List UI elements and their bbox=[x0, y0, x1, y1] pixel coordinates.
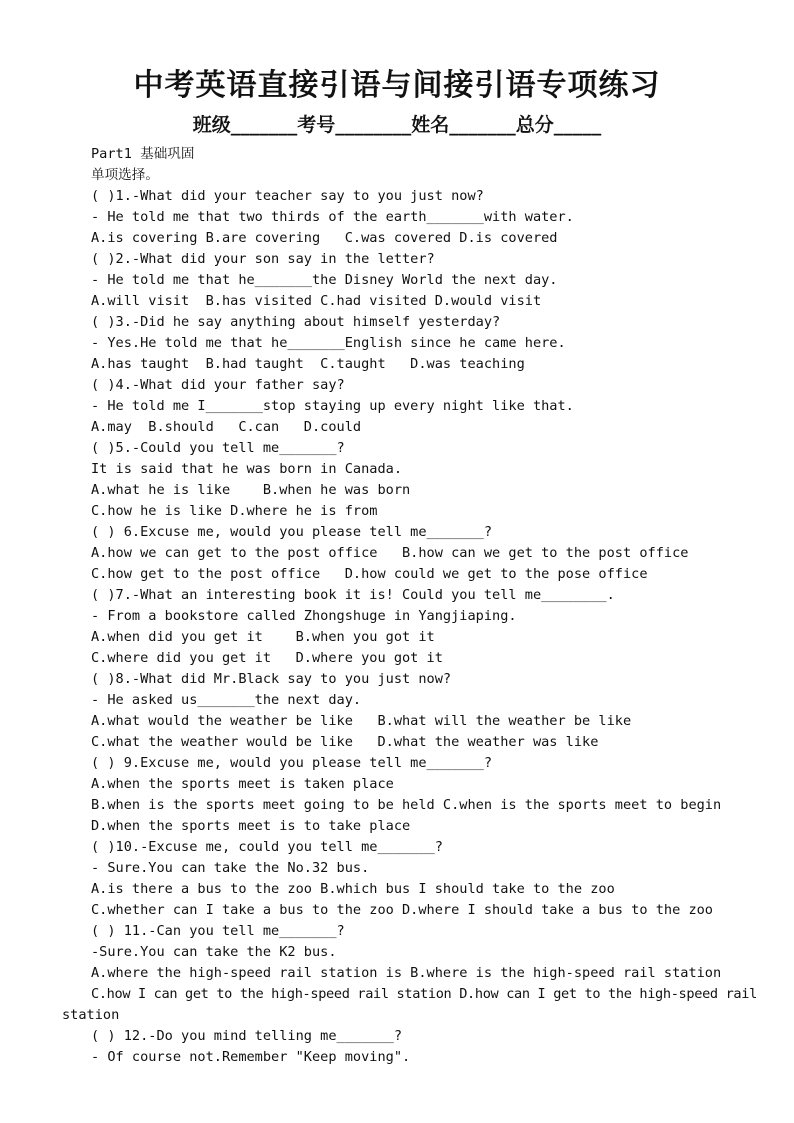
options-line: C.how he is like D.where he is from bbox=[91, 503, 378, 519]
question-line: ( )10.-Excuse me, could you tell me_______? bbox=[91, 839, 443, 855]
dialogue-line: - He told me that he_______the Disney World the next day. bbox=[91, 272, 558, 288]
options-line: C.how get to the post office D.how could we get to the pose office bbox=[91, 566, 648, 582]
dialogue-line: - From a bookstore called Zhongshuge in Yangjiaping. bbox=[91, 608, 517, 624]
dialogue-line: - He told me that two thirds of the earth_______with water. bbox=[91, 209, 574, 225]
dialogue-line: - He told me I_______stop staying up every night like that. bbox=[91, 398, 574, 414]
options-line: A.has taught B.had taught C.taught D.was teaching bbox=[91, 356, 525, 372]
question-line: ( )5.-Could you tell me_______? bbox=[91, 440, 345, 456]
options-line: A.is covering B.are covering C.was covered D.is covered bbox=[91, 230, 558, 246]
question-line: ( )2.-What did your son say in the letter? bbox=[91, 251, 435, 267]
student-info-line: 班级_______考号________姓名_______总分_____ bbox=[192, 114, 602, 136]
dialogue-line: - Yes.He told me that he_______English since he came here. bbox=[91, 335, 566, 351]
question-line: ( )1.-What did your teacher say to you just now? bbox=[91, 188, 484, 204]
options-line: D.when the sports meet is to take place bbox=[91, 818, 411, 834]
question-line: ( ) 12.-Do you mind telling me_______? bbox=[91, 1028, 402, 1044]
options-line: A.when did you get it B.when you got it bbox=[91, 629, 435, 645]
dialogue-line: - Sure.You can take the No.32 bus. bbox=[91, 860, 370, 876]
options-line: A.is there a bus to the zoo B.which bus I should take to the zoo bbox=[91, 881, 615, 897]
options-line: A.what he is like B.when he was born bbox=[91, 482, 411, 498]
dialogue-line: It is said that he was born in Canada. bbox=[91, 461, 402, 477]
question-line: ( )7.-What an interesting book it is! Could you tell me________. bbox=[91, 587, 615, 603]
options-line: A.where the high-speed rail station is B.where is the high-speed rail station bbox=[91, 965, 722, 981]
instruction-line: 单项选择。 bbox=[91, 167, 159, 183]
options-line: B.when is the sports meet going to be held C.when is the sports meet to begin bbox=[91, 797, 722, 813]
options-line: C.what the weather would be like D.what the weather was like bbox=[91, 734, 599, 750]
question-line: ( ) 11.-Can you tell me_______? bbox=[91, 923, 345, 939]
options-line: C.where did you get it D.where you got it bbox=[91, 650, 443, 666]
options-line: C.how I can get to the high-speed rail station D.how can I get to the high-speed rail bbox=[91, 986, 757, 1002]
dialogue-line: - Of course not.Remember "Keep moving". bbox=[91, 1049, 411, 1065]
options-line: C.whether can I take a bus to the zoo D.where I should take a bus to the zoo bbox=[91, 902, 713, 918]
options-line: A.will visit B.has visited C.had visited D.would visit bbox=[91, 293, 542, 309]
options-line: A.may B.should C.can D.could bbox=[91, 419, 362, 435]
question-line: ( )3.-Did he say anything about himself yesterday? bbox=[91, 314, 501, 330]
question-line: ( )4.-What did your father say? bbox=[91, 377, 345, 393]
options-line: A.when the sports meet is taken place bbox=[91, 776, 394, 792]
question-line: ( )8.-What did Mr.Black say to you just now? bbox=[91, 671, 452, 687]
section-heading: Part1 基础巩固 bbox=[91, 146, 195, 162]
page-title: 中考英语直接引语与间接引语专项练习 bbox=[133, 68, 661, 103]
options-line: A.what would the weather be like B.what will the weather be like bbox=[91, 713, 632, 729]
dialogue-line: - He asked us_______the next day. bbox=[91, 692, 362, 708]
question-line: ( ) 9.Excuse me, would you please tell me_______? bbox=[91, 755, 493, 771]
dialogue-line: -Sure.You can take the K2 bus. bbox=[91, 944, 337, 960]
options-line-wrap: station bbox=[62, 1007, 120, 1023]
options-line: A.how we can get to the post office B.how can we get to the post office bbox=[91, 545, 689, 561]
question-line: ( ) 6.Excuse me, would you please tell me_______? bbox=[91, 524, 493, 540]
